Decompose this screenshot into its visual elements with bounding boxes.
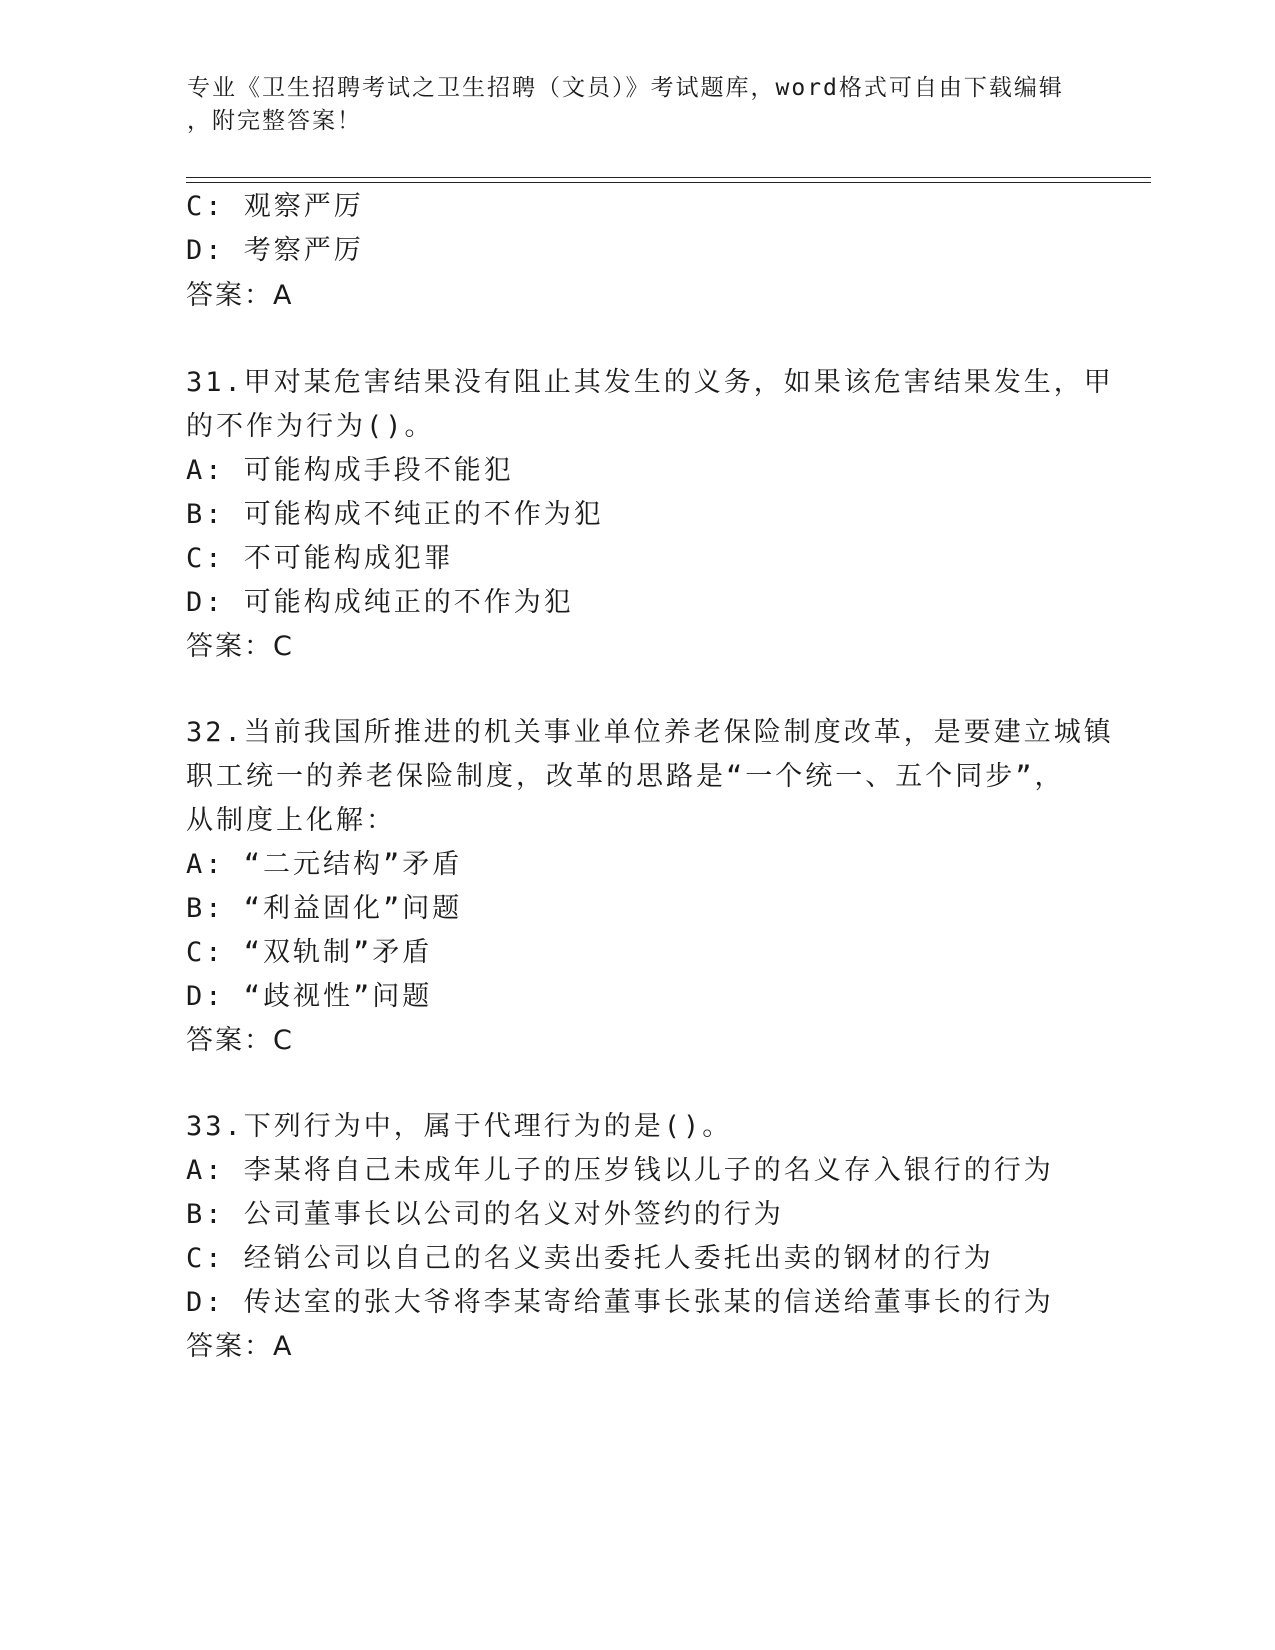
q32-answer: 答案：C — [186, 1025, 294, 1056]
q32-stem-line-3: 从制度上化解： — [186, 805, 396, 836]
header-title-line-1: 专业《卫生招聘考试之卫生招聘（文员）》考试题库，word格式可自由下载编辑 — [187, 75, 1064, 101]
q32-option-c: C: “双轨制”矛盾 — [186, 937, 433, 968]
q33-stem-line-1: 33.下列行为中，属于代理行为的是()。 — [186, 1111, 733, 1142]
q31-option-a: A: 可能构成手段不能犯 — [186, 455, 514, 486]
header-divider-top — [186, 177, 1151, 178]
q31-option-b: B: 可能构成不纯正的不作为犯 — [186, 499, 604, 530]
q31-stem-line-2: 的不作为行为()。 — [186, 411, 435, 442]
q32-option-b: B: “利益固化”问题 — [186, 893, 463, 924]
q32-option-a: A: “二元结构”矛盾 — [186, 849, 463, 880]
header-title-line-2: ，附完整答案！ — [187, 108, 362, 134]
q33-answer: 答案：A — [186, 1331, 294, 1362]
q31-option-c: C: 不可能构成犯罪 — [186, 543, 454, 574]
prev-answer: 答案：A — [186, 280, 294, 311]
q33-option-d: D: 传达室的张大爷将李某寄给董事长张某的信送给董事长的行为 — [186, 1287, 1054, 1318]
q31-stem-line-1: 31.甲对某危害结果没有阻止其发生的义务，如果该危害结果发生，甲 — [186, 367, 1114, 398]
q33-option-c: C: 经销公司以自己的名义卖出委托人委托出卖的钢材的行为 — [186, 1243, 994, 1274]
prev-option-d: D: 考察严厉 — [186, 235, 364, 266]
q32-stem-line-1: 32.当前我国所推进的机关事业单位养老保险制度改革，是要建立城镇 — [186, 717, 1114, 748]
document-header — [187, 72, 1067, 138]
header-divider-bottom — [186, 182, 1151, 183]
q31-option-d: D: 可能构成纯正的不作为犯 — [186, 587, 574, 618]
q33-option-b: B: 公司董事长以公司的名义对外签约的行为 — [186, 1199, 784, 1230]
q32-option-d: D: “歧视性”问题 — [186, 981, 433, 1012]
q31-answer: 答案：C — [186, 631, 294, 662]
prev-option-c: C: 观察严厉 — [186, 191, 364, 222]
q33-option-a: A: 李某将自己未成年儿子的压岁钱以儿子的名义存入银行的行为 — [186, 1155, 1054, 1186]
q32-stem-line-2: 职工统一的养老保险制度，改革的思路是“一个统一、五个同步”， — [186, 761, 1065, 792]
